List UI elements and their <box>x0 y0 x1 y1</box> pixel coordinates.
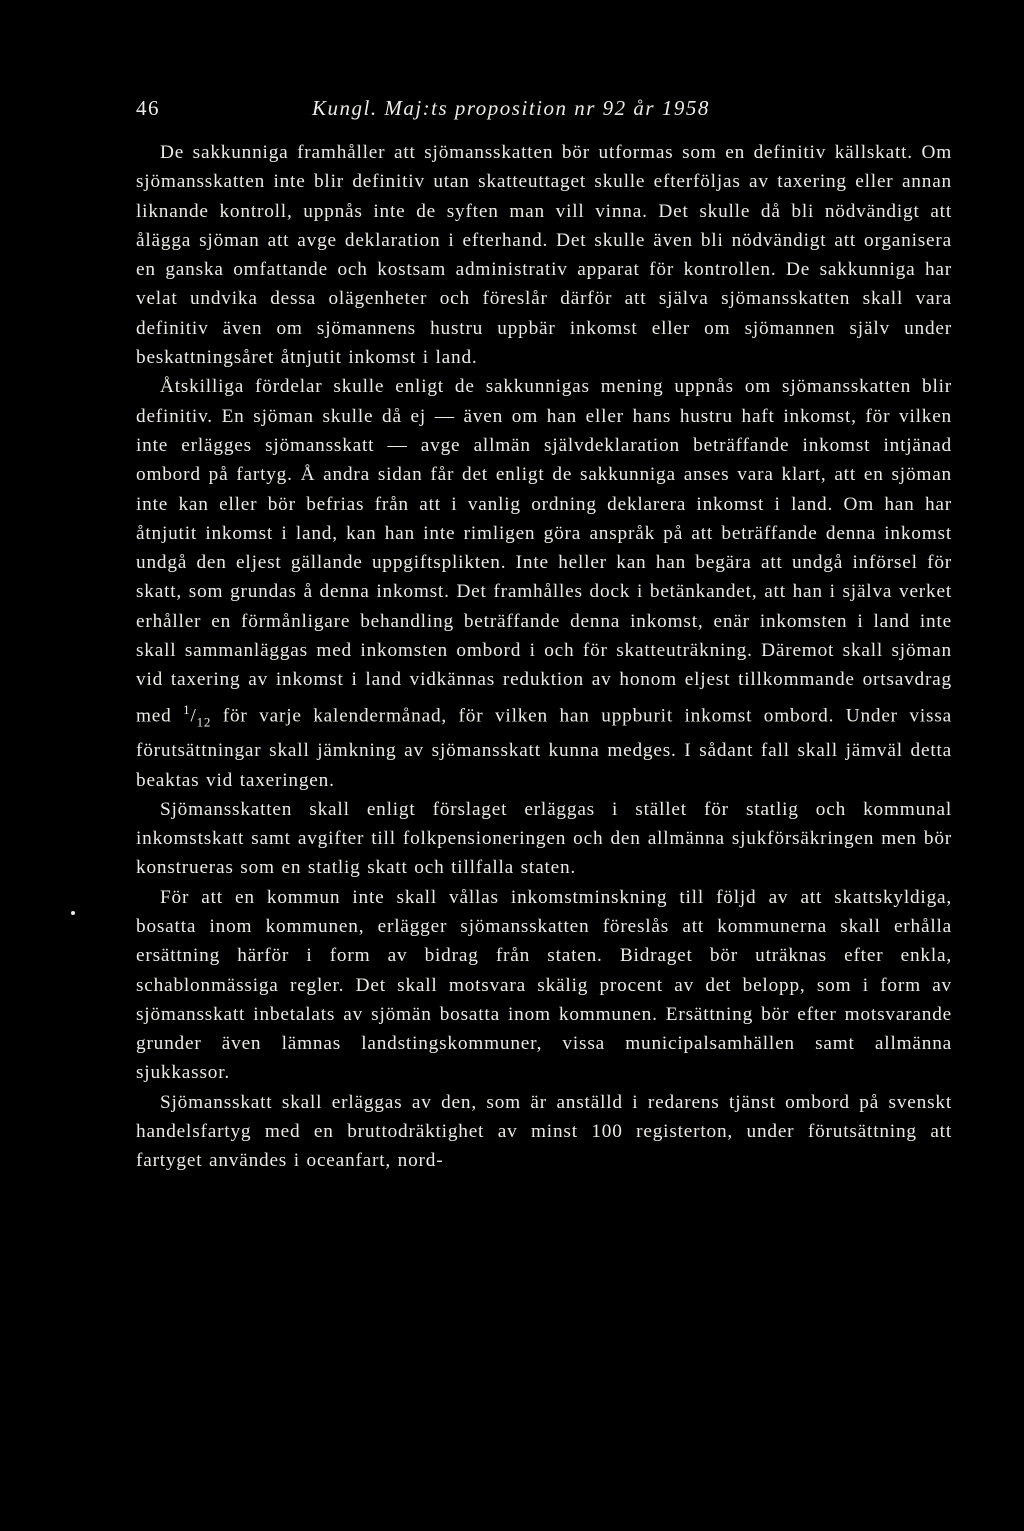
fraction-numerator: 1 <box>183 701 191 717</box>
margin-mark <box>71 911 75 915</box>
paragraph-3: Sjömansskatten skall enligt förslaget erläggas i stället för statlig och kommunal inkomstskatt samt avgifter till folkpensioneringen och den allmänna sjukförsäkringen men bör konstrueras som en statlig skatt och tillfalla staten. <box>136 798 952 879</box>
paragraph-2: Åtskilliga fördelar skulle enligt de sakkunnigas mening uppnås om sjömansskatten blir definitiv. En sjöman skulle då ej — även om han eller hans hustru haft inkomst, för vilken inte erlägges sjömansskatt — avge allmän självdeklaration beträffande inkomst intjänad ombord på fartyg. Å andra sidan får det enligt de sakkunniga anses vara klart, att en sjöman inte kan eller bör befrias från att i vanlig ordning deklarera inkomst i land. Om han har åtnjutit inkomst i land, kan han inte rimligen göra anspråk på att beträffande denna inkomst undgå den eljest gällande uppgiftsplikten. Inte heller kan han begära att undgå införsel för skatt, som grundas å denna inkomst. Det framhålles dock i betänkandet, att han i själva verket erhåller en förmånligare behandling beträffande denna inkomst, enär inkomsten i land inte skall sammanläggas med inkomsten ombord i och för skatteuträkning. Däremot skall sjöman vid taxering av inkomst i land vidkännas reduktion av honom eljest tillkommande ortsavdrag med $^1/_{12}$ för varje kalendermånad, för vilken han uppburit inkomst ombord. Under vissa förutsättningar skall jämkning av sjömansskatt kunna medges. I sådant fall skall jämväl detta beaktas vid taxeringen. <box>136 376 952 791</box>
paragraph-2-tail: för varje kalendermånad, för vilken han uppburit inkomst ombord. Under vissa förutsättningar skall jämkning av sjömansskatt kunna medges. I sådant fall skall jämväl detta beaktas vid taxeringen. <box>136 705 952 791</box>
paragraph-1: De sakkunniga framhåller att sjömansskatten bör utformas som en definitiv källskatt. Om sjömansskatten inte blir definitiv utan skatteuttaget skulle efterföljas av taxering eller annan liknande kontroll, uppnås inte de syften man vill vinna. Det skulle då bli nödvändigt att ålägga sjöman att avge deklaration i efterhand. Det skulle även bli nödvändigt att organisera en ganska omfattande och kostsam administrativ apparat för kontrollen. De sakkunniga har velat undvika dessa olägenheter och föreslår därför att själva sjömansskatten skall vara definitiv även om sjömannens hustru uppbär inkomst eller om sjömannen själv under beskattningsåret åtnjutit inkomst i land. <box>136 142 952 369</box>
body-text <box>136 138 952 1176</box>
paragraph-4: För att en kommun inte skall vållas inkomstminskning till följd av att skattskyldiga, bosatta inom kommunen, erlägger sjömansskatten föreslås att kommunerna skall erhålla ersättning härför i form av bidrag från staten. Bidraget bör uträknas efter enkla, schablonmässiga regler. Det skall motsvara skälig procent av det belopp, som i form av sjömansskatt inbetalats av sjömän bosatta inom kommunen. Ersättning bör efter motsvarande grunder även lämnas landstingskommuner, vissa municipalsamhällen samt allmänna sjukkassor. <box>136 886 952 1084</box>
page-content <box>136 96 952 1176</box>
page-header <box>136 96 952 130</box>
fraction-denominator: 12 <box>196 713 212 729</box>
page-number: 46 <box>136 96 160 120</box>
paragraph-2-main: Åtskilliga fördelar skulle enligt de sakkunnigas mening uppnås om sjömansskatten blir definitiv. En sjöman skulle då ej — även om han eller hans hustru haft inkomst, för vilken inte erlägges sjömansskatt — avge allmän självdeklaration beträffande inkomst intjänad ombord på fartyg. Å andra sidan får det enligt de sakkunniga anses vara klart, att en sjöman inte kan eller bör befrias från att i vanlig ordning deklarera inkomst i land. Om han har åtnjutit inkomst i land, kan han inte rimligen göra anspråk på att beträffande denna inkomst undgå den eljest gällande uppgiftsplikten. Inte heller kan han begära att undgå införsel för skatt, som grundas å denna inkomst. Det framhålles dock i betänkandet, att han i själva verket erhåller en förmånligare behandling beträffande denna inkomst, enär inkomsten i land inte skall sammanläggas med inkomsten ombord i och för skatteuträkning. Däremot skall sjöman vid taxering av inkomst i land vidkännas reduktion av honom eljest tillkommande ortsavdrag med <box>136 376 952 727</box>
running-title: Kungl. Maj:ts proposition nr 92 år 1958 <box>312 96 710 120</box>
paragraph-5: Sjömansskatt skall erläggas av den, som är anställd i redarens tjänst ombord på svenskt handelsfartyg med en bruttodräktighet av minst 100 registerton, under förutsättning att fartyget användes i oceanfart, nord- <box>136 1091 952 1172</box>
